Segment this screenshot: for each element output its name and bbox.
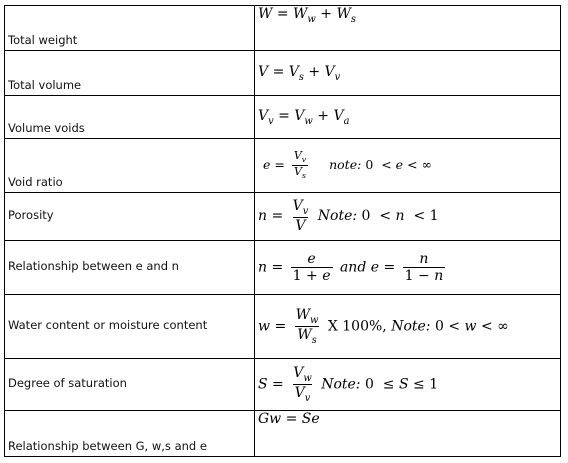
table-row (5, 295, 561, 359)
formula-volume-voids: $V_v = V_w + V_a$ (255, 96, 561, 139)
fraction: $\frac{e}{1 + e}$ (292, 250, 331, 284)
row-label-total-volume: Total volume (5, 51, 255, 96)
table-row (5, 359, 561, 411)
percent-text: X 100%, (327, 318, 387, 335)
table-row (5, 411, 561, 457)
fraction: $\frac{V_v}{V_s}$ (293, 148, 307, 181)
row-label-e-and-n: Relationship between e and n (5, 241, 255, 295)
note-label: Note: (391, 318, 431, 335)
row-label-void-ratio: Void ratio (5, 139, 255, 193)
fraction: $\frac{n}{1 - n}$ (404, 250, 444, 284)
row-label-total-weight: Total weight (5, 6, 255, 51)
fraction: $\frac{W_w}{W_s}$ (295, 306, 319, 346)
formula-e-and-n: n = $\frac{e}{1 + e}$ and e = $\frac{n}{1 - n}$ (255, 241, 561, 295)
fraction: $\frac{V_v}{V}$ (292, 198, 309, 235)
fraction: $\frac{V_w}{V_v}$ (293, 364, 312, 404)
note-label: Note: (321, 376, 361, 393)
table-row (5, 193, 561, 241)
soil-formulas-table (4, 5, 561, 457)
formula-porosity: n = $\frac{V_v}{V}$ Note: 0 < n < 1 (255, 193, 561, 241)
table-row (5, 6, 561, 51)
formula-void-ratio: e = $\frac{V_v}{V_s}$ note: 0 < e < ∞ (255, 139, 561, 193)
formula-water-content: w = $\frac{W_w}{W_s}$ X 100%, Note: 0 < w < ∞ (255, 295, 561, 359)
formula-g-w-s-e: Gw = Se (255, 411, 561, 457)
table-row (5, 241, 561, 295)
note-label: Note: (317, 208, 358, 225)
note-label: note: (329, 157, 362, 172)
formula-total-weight: $W = W_w + W_s$ (255, 6, 561, 51)
row-label-saturation: Degree of saturation (5, 359, 255, 411)
table-row (5, 139, 561, 193)
table-row (5, 51, 561, 96)
formula-total-volume: $V = V_s + V_v$ (255, 51, 561, 96)
table-row (5, 96, 561, 139)
and-word: and (339, 259, 367, 276)
row-label-volume-voids: Volume voids (5, 96, 255, 139)
row-label-water-content: Water content or moisture content (5, 295, 255, 359)
formula-saturation: S = $\frac{V_w}{V_v}$ Note: 0 ≤ S ≤ 1 (255, 359, 561, 411)
row-label-porosity: Porosity (5, 193, 255, 241)
row-label-g-w-s-e: Relationship between G, w,s and e (5, 411, 255, 457)
